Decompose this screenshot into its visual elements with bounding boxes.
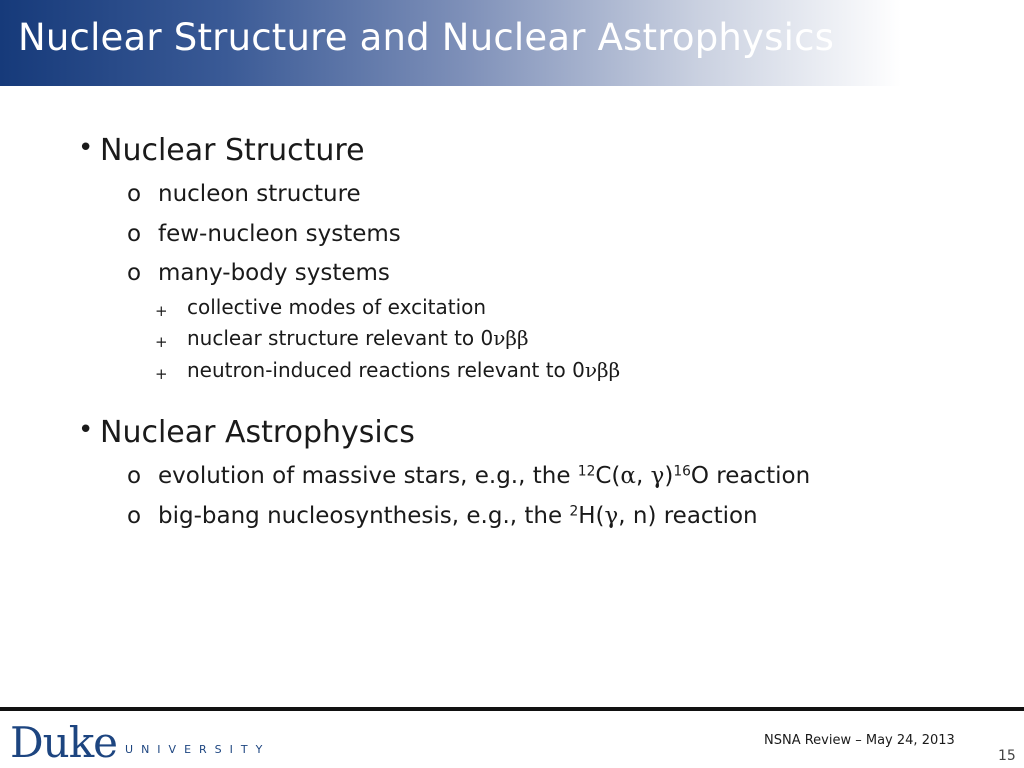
sub-list-item: + collective modes of excitation (155, 295, 487, 320)
circle-bullet-icon: o (127, 221, 142, 247)
circle-bullet-icon: o (127, 260, 142, 286)
list-item: o big-bang nucleosynthesis, e.g., the $^2$H(γ, n) reaction (127, 503, 758, 529)
section-heading-nuclear-astrophysics: • Nuclear Astrophysics (78, 415, 415, 450)
plus-bullet-icon: + (155, 365, 168, 383)
sub-list-item: + neutron-induced reactions relevant to 0νββ (155, 358, 621, 383)
list-item: o many-body systems (127, 260, 390, 286)
footer-divider (0, 707, 1024, 711)
list-item: o few-nucleon systems (127, 221, 401, 247)
page-number: 15 (998, 748, 1016, 764)
sub-list-item: + nuclear structure relevant to 0νββ (155, 326, 529, 351)
list-item: o evolution of massive stars, e.g., the $^{12}$C(α, γ)$^{16}$O reaction (127, 463, 811, 489)
plus-bullet-icon: + (155, 302, 168, 320)
circle-bullet-icon: o (127, 503, 142, 529)
list-item: o nucleon structure (127, 181, 361, 207)
circle-bullet-icon: o (127, 463, 142, 489)
slide-title: Nuclear Structure and Nuclear Astrophysics (18, 16, 835, 59)
circle-bullet-icon: o (127, 181, 142, 207)
bullet-icon: • (78, 415, 94, 445)
bullet-icon: • (78, 133, 94, 163)
plus-bullet-icon: + (155, 333, 168, 351)
footer-caption: NSNA Review – May 24, 2013 (764, 733, 955, 748)
duke-university-logo: Duke UNIVERSITY (10, 718, 271, 767)
section-heading-nuclear-structure: • Nuclear Structure (78, 133, 365, 168)
